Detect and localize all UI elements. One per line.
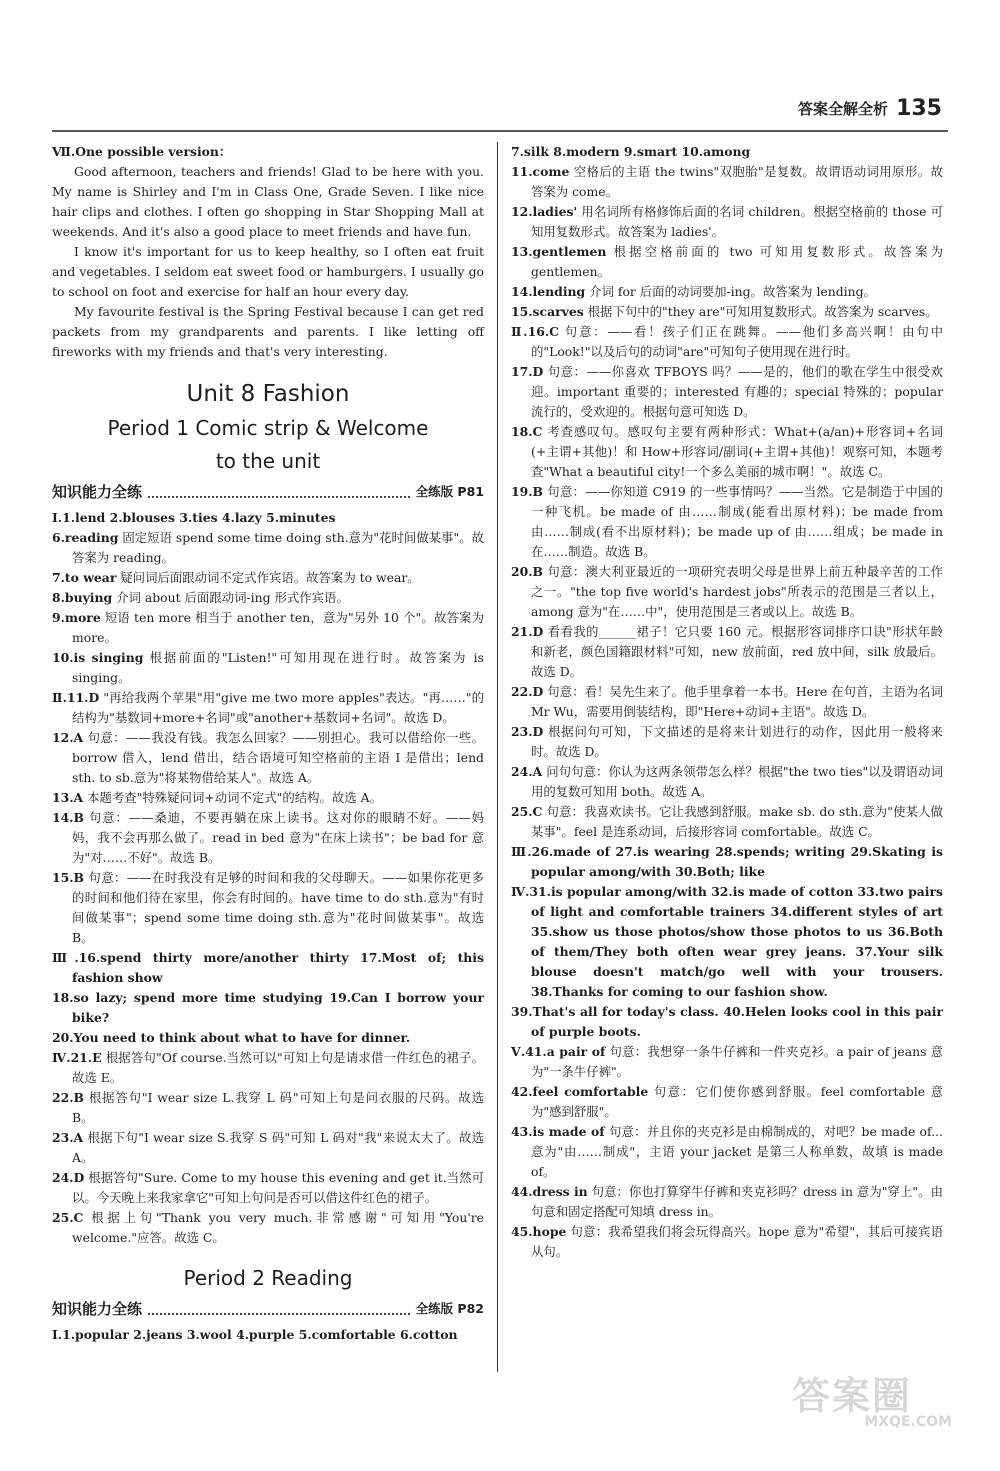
answer-explanation: 问句句意：你认为这两条领带怎么样？根据"the two ties"以及谓语动词用的复数可知用 both。故选 A。 bbox=[531, 764, 943, 799]
page-header bbox=[798, 96, 942, 121]
answer-number: 24.D bbox=[52, 1170, 85, 1185]
answer-item bbox=[511, 142, 943, 162]
answer-item bbox=[511, 1182, 943, 1222]
left-column bbox=[52, 142, 484, 1345]
section-bar bbox=[52, 482, 484, 502]
answer-explanation: 根据答句"Sure. Come to my house this evening and get it.当然可以。今天晚上来我家拿它"可知上句问是否可以借这件红色的裙子。 bbox=[72, 1170, 484, 1205]
answer-item bbox=[52, 688, 484, 728]
answer-item bbox=[511, 422, 943, 482]
answer-number: 17.D bbox=[511, 364, 544, 379]
period-title: Period 1 Comic strip & Welcome bbox=[107, 416, 429, 440]
answer-number: 18.so lazy; spend more time studying 19.Can I borrow your bike? bbox=[52, 990, 484, 1025]
answer-explanation: 句意：你也打算穿牛仔裤和夹克衫吗？dress in 意为"穿上"。由句意和固定搭配可知填 dress in。 bbox=[531, 1184, 943, 1219]
answer-number: 18.C bbox=[511, 424, 543, 439]
answer-number: 43.is made of bbox=[511, 1124, 605, 1139]
answer-item bbox=[52, 808, 484, 868]
answer-item bbox=[52, 1128, 484, 1168]
answer-explanation: 固定短语 spend some time doing sth.意为"花时间做某事"。故答案为 reading。 bbox=[72, 530, 484, 565]
answer-number: Ⅴ.41.a pair of bbox=[511, 1044, 606, 1059]
answer-number: 11.come bbox=[511, 164, 570, 179]
essay-paragraph: My favourite festival is the Spring Festival because I can get red packets from my grandparents and parents. I like letting off fireworks with my friends and that's very interesting. bbox=[52, 304, 484, 359]
answer-number: Ⅳ.31.is popular among/with 32.is made of cotton 33.two pairs of light and comfortable trainers 34.different styles of art 35.show us those photos/show those photos to us 36.Both of them/They both often wear grey jeans. 37.Your silk blouse doesn't match/go well with your trousers. 38.Thanks for coming to our fashion show. bbox=[511, 884, 943, 999]
section-ref: 全练版 P81 bbox=[415, 484, 484, 499]
answer-item bbox=[52, 1048, 484, 1088]
answer-number: 45.hope bbox=[511, 1224, 567, 1239]
answer-item bbox=[511, 202, 943, 242]
dot-leader bbox=[148, 1303, 410, 1315]
answer-explanation: 根据上句"Thank you very much.非常感谢"可知用"You're welcome."应答。故选 C。 bbox=[72, 1210, 484, 1245]
answer-explanation: "再给我两个苹果"用"give me two more apples"表达。"再……"的结构为"基数词+more+名词"或"another+基数词+名词"。故选 D。 bbox=[72, 690, 484, 725]
section-ref: 全练版 P82 bbox=[415, 1301, 484, 1316]
answer-number: 23.D bbox=[511, 724, 544, 739]
answer-number: 6.reading bbox=[52, 530, 119, 545]
answer-explanation: 根据问句可知，下文描述的是将来计划进行的动作，因此用一般将来时。故选 D。 bbox=[531, 724, 943, 759]
answer-item bbox=[52, 588, 484, 608]
section-title: 知识能力全练 bbox=[52, 1300, 143, 1318]
answer-explanation: 句意：——我没有钱。我怎么回家？——别担心。我可以借给你一些。borrow 借入，lend 借出，结合语境可知空格前的主语 I 是借出；lend sth. to sb.意为"将某物借给某人"。故选 A。 bbox=[72, 730, 484, 785]
answer-number: 24.A bbox=[511, 764, 543, 779]
answer-item bbox=[511, 1222, 943, 1262]
column-divider bbox=[497, 142, 498, 1372]
answer-number: 25.C bbox=[511, 804, 543, 819]
answer-number: 8.buying bbox=[52, 590, 113, 605]
right-column bbox=[511, 142, 943, 1262]
answer-explanation: 句意：它们使你感到舒服。feel comfortable 意为"感到舒服"。 bbox=[531, 1084, 943, 1119]
answer-item bbox=[511, 1042, 943, 1082]
answer-explanation: 介词 about 后面跟动词-ing 形式作宾语。 bbox=[116, 590, 349, 605]
answer-number: 13.gentlemen bbox=[511, 244, 607, 259]
answer-item bbox=[52, 608, 484, 648]
answer-item bbox=[52, 508, 484, 528]
answer-explanation: 句意：我想穿一条牛仔裤和一件夹克衫。a pair of jeans 意为"一条牛仔裤"。 bbox=[531, 1044, 943, 1079]
answer-number: Ⅰ.1.lend 2.blouses 3.ties 4.lazy 5.minutes bbox=[52, 510, 336, 525]
answer-item bbox=[511, 1002, 943, 1042]
answer-number: 23.A bbox=[52, 1130, 84, 1145]
answer-item bbox=[511, 622, 943, 682]
answer-item bbox=[52, 1028, 484, 1048]
answer-number: 14.lending bbox=[511, 284, 586, 299]
header-rule bbox=[52, 130, 948, 132]
answer-item bbox=[511, 362, 943, 422]
answer-item bbox=[52, 1168, 484, 1208]
answer-explanation: 句意：澳大利亚最近的一项研究表明父母是世界上前五种最辛苦的工作之一。"the top five world's hardest jobs"所表示的范围是三者以上，among 意为"在……中"，使用范围是三者或以上。故选 B。 bbox=[531, 564, 943, 619]
answer-item bbox=[511, 882, 943, 1002]
answer-explanation: 句意：我希望我们将会玩得高兴。hope 意为"希望"，其后可接宾语从句。 bbox=[531, 1224, 943, 1259]
answer-item bbox=[52, 868, 484, 948]
answer-item bbox=[511, 802, 943, 842]
answer-number: 10.is singing bbox=[52, 650, 144, 665]
answer-item bbox=[511, 162, 943, 202]
answer-explanation: 看看我的______裙子！它只要 160 元。根据形容词排序口诀"形状年龄和新老，颜色国籍跟材料"可知，new 放前面，red 放中间，silk 放最后。故选 D。 bbox=[531, 624, 943, 679]
period-title: Period 2 Reading bbox=[183, 1266, 353, 1290]
answer-item bbox=[52, 948, 484, 988]
answer-item bbox=[511, 842, 943, 882]
answer-explanation: 句意：——在时我没有足够的时间和我的父母聊天。——如果你花更多的时间和他们待在家里，你会有时间的。have time to do sth.意为"有时间做某事"；spend some time doing sth.意为"花时间做某事"。故选 B。 bbox=[72, 870, 484, 945]
answer-explanation: 根据答句"I wear size L.我穿 L 码"可知上句是问衣服的尺码。故选 B。 bbox=[72, 1090, 484, 1125]
answer-item bbox=[511, 282, 943, 302]
answer-item bbox=[52, 1088, 484, 1128]
dot-leader bbox=[148, 486, 410, 498]
answer-explanation: 根据空格前面的 two 可知用复数形式。故答案为 gentlemen。 bbox=[531, 244, 944, 279]
essay-heading: Ⅶ.One possible version： bbox=[52, 144, 232, 159]
answer-explanation: 根据下句"I wear size S.我穿 S 码"可知 L 码对"我"来说太大了。故选 A。 bbox=[72, 1130, 484, 1165]
answer-item bbox=[511, 302, 943, 322]
answer-number: 12.ladies' bbox=[511, 204, 578, 219]
answer-item bbox=[52, 648, 484, 688]
answer-explanation: 根据答句"Of course.当然可以"可知上句是请求借一件红色的裙子。故选 E。 bbox=[72, 1050, 485, 1085]
answer-number: Ⅰ.1.popular 2.jeans 3.wool 4.purple 5.comfortable 6.cotton bbox=[52, 1327, 458, 1342]
answer-number: 21.D bbox=[511, 624, 544, 639]
answer-list bbox=[52, 508, 484, 1248]
answer-item bbox=[511, 1122, 943, 1182]
unit-title: Unit 8 Fashion bbox=[186, 381, 350, 407]
answer-explanation: 句意：看！吴先生来了。他手里拿着一本书。Here 在句首，主语为名词 Mr Wu，需要用倒装结构，即"Here+动词+主语"。故选 D。 bbox=[531, 684, 943, 719]
answer-number: 22.D bbox=[511, 684, 544, 699]
page-number: 135 bbox=[896, 96, 942, 121]
answer-number: 9.more bbox=[52, 610, 101, 625]
answer-explanation: 句意：我喜欢读书。它让我感到舒服。make sb. do sth.意为"使某人做某事"。feel 是连系动词，后接形容词 comfortable。故选 C。 bbox=[531, 804, 943, 839]
answer-number: 20.B bbox=[511, 564, 544, 579]
answer-number: 7.to wear bbox=[52, 570, 117, 585]
essay bbox=[52, 142, 484, 362]
answer-explanation: 短语 ten more 相当于 another ten，意为"另外 10 个"。故答案为 more。 bbox=[72, 610, 484, 645]
answer-explanation: 疑问词后面跟动词不定式作宾语。故答案为 to wear。 bbox=[120, 570, 420, 585]
answer-number: 14.B bbox=[52, 810, 85, 825]
answer-item bbox=[52, 528, 484, 568]
answer-item bbox=[511, 762, 943, 802]
essay-paragraph: I know it's important for us to keep healthy, so I often eat fruit and vegetables. I seldom eat sweet food or hamburgers. I usually go to school on foot and exercise for half an hour every day. bbox=[52, 244, 484, 299]
answer-number: Ⅱ.16.C bbox=[511, 324, 559, 339]
answer-item bbox=[511, 1082, 943, 1122]
answer-number: Ⅳ.21.E bbox=[52, 1050, 102, 1065]
answer-explanation: 句意：——看！孩子们正在跳舞。——他们多高兴啊！由句中的"Look!"以及后句的动词"are"可知句子使用现在进行时。 bbox=[531, 324, 943, 359]
essay-paragraph: Good afternoon, teachers and friends! Glad to be here with you. My name is Shirley and I'm in Class One, Grade Seven. I like nice hair clips and clothes. I often go shopping in Star Shopping Mall at weekends. And it's also a good place to meet friends and have fun. bbox=[52, 164, 484, 239]
answer-item bbox=[52, 728, 484, 788]
answer-explanation: 介词 for 后面的动词要加-ing。故答案为 lending。 bbox=[589, 284, 876, 299]
answer-item bbox=[52, 568, 484, 588]
answer-number: 44.dress in bbox=[511, 1184, 588, 1199]
answer-item bbox=[511, 682, 943, 722]
answer-explanation: 空格后的主语 the twins"双胞胎"是复数。故谓语动词用原形。故答案为 come。 bbox=[531, 164, 943, 199]
answer-explanation: 用名词所有格修饰后面的名词 children。根据空格前的 those 可知用复数形式。故答案为 ladies'。 bbox=[531, 204, 943, 239]
answer-item bbox=[511, 242, 943, 282]
answer-item bbox=[511, 722, 943, 762]
answer-number: 19.B bbox=[511, 484, 544, 499]
answer-explanation: 句意：——你知道 C919 的一些事情吗？——当然。它是制造于中国的一种飞机。be made of 由……制成(能看出原材料)；be made from 由……制成(看不出原材料)；be made up of 由……组成；be made in 在……制造。故选 B。 bbox=[531, 484, 943, 559]
answer-number: 12.A bbox=[52, 730, 84, 745]
answer-explanation: 考查感叹句。感叹句主要有两种形式：What+(a/an)+形容词+名词(+主谓+其他)！和 How+形容词/副词(+主谓+其他)！观察可知，本题考查"What a beautiful city!一个多么美丽的城市啊！"。故选 C。 bbox=[531, 424, 943, 479]
answer-number: Ⅱ.11.D bbox=[52, 690, 100, 705]
watermark bbox=[792, 1365, 952, 1430]
answer-item bbox=[52, 788, 484, 808]
answer-number: 13.A bbox=[52, 790, 84, 805]
answer-number: 20.You need to think about what to have for dinner. bbox=[52, 1030, 411, 1045]
answer-item bbox=[52, 1208, 484, 1248]
answer-number: 15.B bbox=[52, 870, 85, 885]
answer-explanation: 根据前面的"Listen!"可知用现在进行时。故答案为 is singing。 bbox=[72, 650, 484, 685]
answer-item bbox=[52, 988, 484, 1028]
answer-explanation: 句意：——你喜欢 TFBOYS 吗？——是的，他们的歌在学生中很受欢迎。important 重要的；interested 有趣的；special 特殊的；popular 流行的，受欢迎的。根据句意可知选 D。 bbox=[531, 364, 943, 419]
answer-number: Ⅲ.26.made of 27.is wearing 28.spends; writing 29.Skating is popular among/with 30.Both; like bbox=[511, 844, 943, 879]
answer-explanation: 本题考查"特殊疑问词+动词不定式"的结构。故选 A。 bbox=[87, 790, 382, 805]
header-title: 答案全解全析 bbox=[798, 100, 889, 118]
answer-number: 15.scarves bbox=[511, 304, 584, 319]
watermark-site: MXQE.COM bbox=[864, 1414, 952, 1430]
section-title: 知识能力全练 bbox=[52, 483, 143, 501]
answer-number: 42.feel comfortable bbox=[511, 1084, 649, 1099]
answer-number: 39.That's all for today's class. 40.Helen looks cool in this pair of purple boots. bbox=[511, 1004, 943, 1039]
answer-number: Ⅲ.16.spend thirty more/another thirty 17.Most of; this fashion show bbox=[52, 950, 484, 985]
answer-number: 25.C bbox=[52, 1210, 84, 1225]
answer-item bbox=[511, 562, 943, 622]
answer-explanation: 句意：并且你的夹克衫是由棉制成的，对吧？be made of...意为"由……制成"，主语 your jacket 是第三人称单数，故填 is made of。 bbox=[531, 1124, 943, 1179]
answer-item bbox=[511, 322, 943, 362]
answer-list bbox=[511, 142, 943, 1262]
answer-item bbox=[52, 1325, 484, 1345]
answer-item bbox=[511, 482, 943, 562]
answer-number: 7.silk 8.modern 9.smart 10.among bbox=[511, 144, 751, 159]
watermark-logo: 答案圈 bbox=[792, 1374, 913, 1418]
answer-explanation: 句意：——桑迪，不要再躺在床上读书。这对你的眼睛不好。——妈妈，我不会再那么做了。read in bed 意为"在床上读书"；be bad for 意为"对……不好"。故选 B。 bbox=[72, 810, 484, 865]
section-bar bbox=[52, 1299, 484, 1319]
answer-explanation: 根据下句中的"they are"可知用复数形式。故答案为 scarves。 bbox=[587, 304, 938, 319]
period-title-cont: to the unit bbox=[215, 449, 321, 473]
answer-number: 22.B bbox=[52, 1090, 85, 1105]
